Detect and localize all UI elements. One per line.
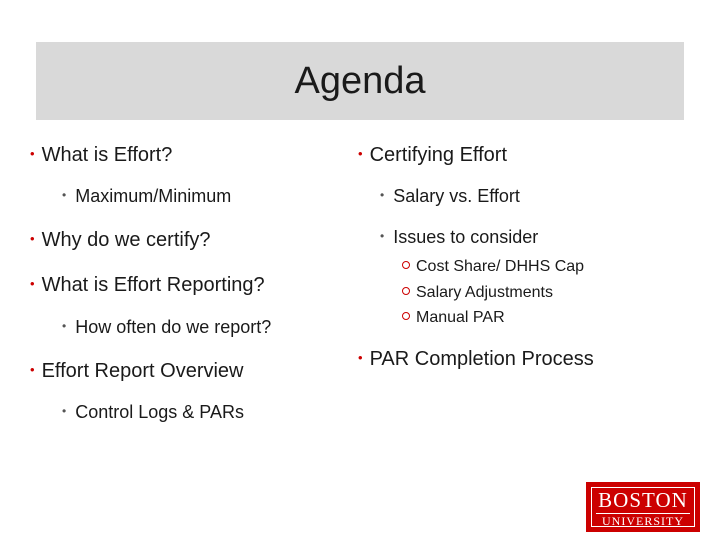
logo-line-1: BOSTON <box>598 488 688 512</box>
bullet-icon: • <box>62 188 67 203</box>
agenda-subitem-salary-vs-effort <box>380 185 520 208</box>
agenda-item-label: Maximum/Minimum <box>75 186 232 206</box>
bullet-icon: • <box>62 319 67 334</box>
circle-bullet-icon <box>402 312 410 320</box>
bullet-icon: • <box>30 145 35 161</box>
agenda-subitem-control-logs <box>62 401 244 424</box>
bullet-icon: • <box>30 275 35 291</box>
agenda-item-label: How often do we report? <box>75 317 272 337</box>
agenda-item-label: Issues to consider <box>393 227 539 247</box>
agenda-item-label: Manual PAR <box>416 309 505 326</box>
agenda-subsubitem-cost-share <box>402 257 584 277</box>
bullet-icon: • <box>358 349 363 365</box>
agenda-item-label: Certifying Effort <box>369 144 508 166</box>
bullet-icon: • <box>62 404 67 419</box>
agenda-item-label: Effort Report Overview <box>41 360 244 382</box>
logo-frame <box>591 487 695 527</box>
logo-line-2: UNIVERSITY <box>602 514 684 528</box>
circle-bullet-icon <box>402 261 410 269</box>
agenda-item-label: PAR Completion Process <box>369 348 594 370</box>
agenda-item-label: Salary vs. Effort <box>393 186 520 206</box>
agenda-subsubitem-salary-adjustments <box>402 283 553 303</box>
agenda-subitem-issues <box>380 226 538 249</box>
agenda-item-what-is-effort <box>30 143 172 168</box>
circle-bullet-icon <box>402 287 410 295</box>
bullet-icon: • <box>380 188 385 203</box>
agenda-subitem-maximum-minimum <box>62 185 231 208</box>
agenda-subsubitem-manual-par <box>402 308 505 328</box>
boston-university-logo <box>586 482 700 532</box>
agenda-item-label: Control Logs & PARs <box>75 402 244 422</box>
bullet-icon: • <box>380 229 385 244</box>
agenda-item-label: What is Effort? <box>41 144 173 166</box>
agenda-item-label: What is Effort Reporting? <box>41 274 265 296</box>
bullet-icon: • <box>30 230 35 246</box>
agenda-item-label: Cost Share/ DHHS Cap <box>416 258 585 275</box>
agenda-item-par-completion <box>358 347 594 372</box>
agenda-item-report-overview <box>30 359 244 384</box>
bullet-icon: • <box>358 145 363 161</box>
agenda-item-label: Why do we certify? <box>41 229 211 251</box>
bullet-icon: • <box>30 361 35 377</box>
agenda-item-effort-reporting <box>30 273 265 298</box>
agenda-item-why-certify <box>30 228 211 253</box>
agenda-item-label: Salary Adjustments <box>416 284 553 301</box>
slide-title: Agenda <box>294 60 426 102</box>
agenda-subitem-how-often <box>62 316 271 339</box>
agenda-item-certifying-effort <box>358 143 507 168</box>
